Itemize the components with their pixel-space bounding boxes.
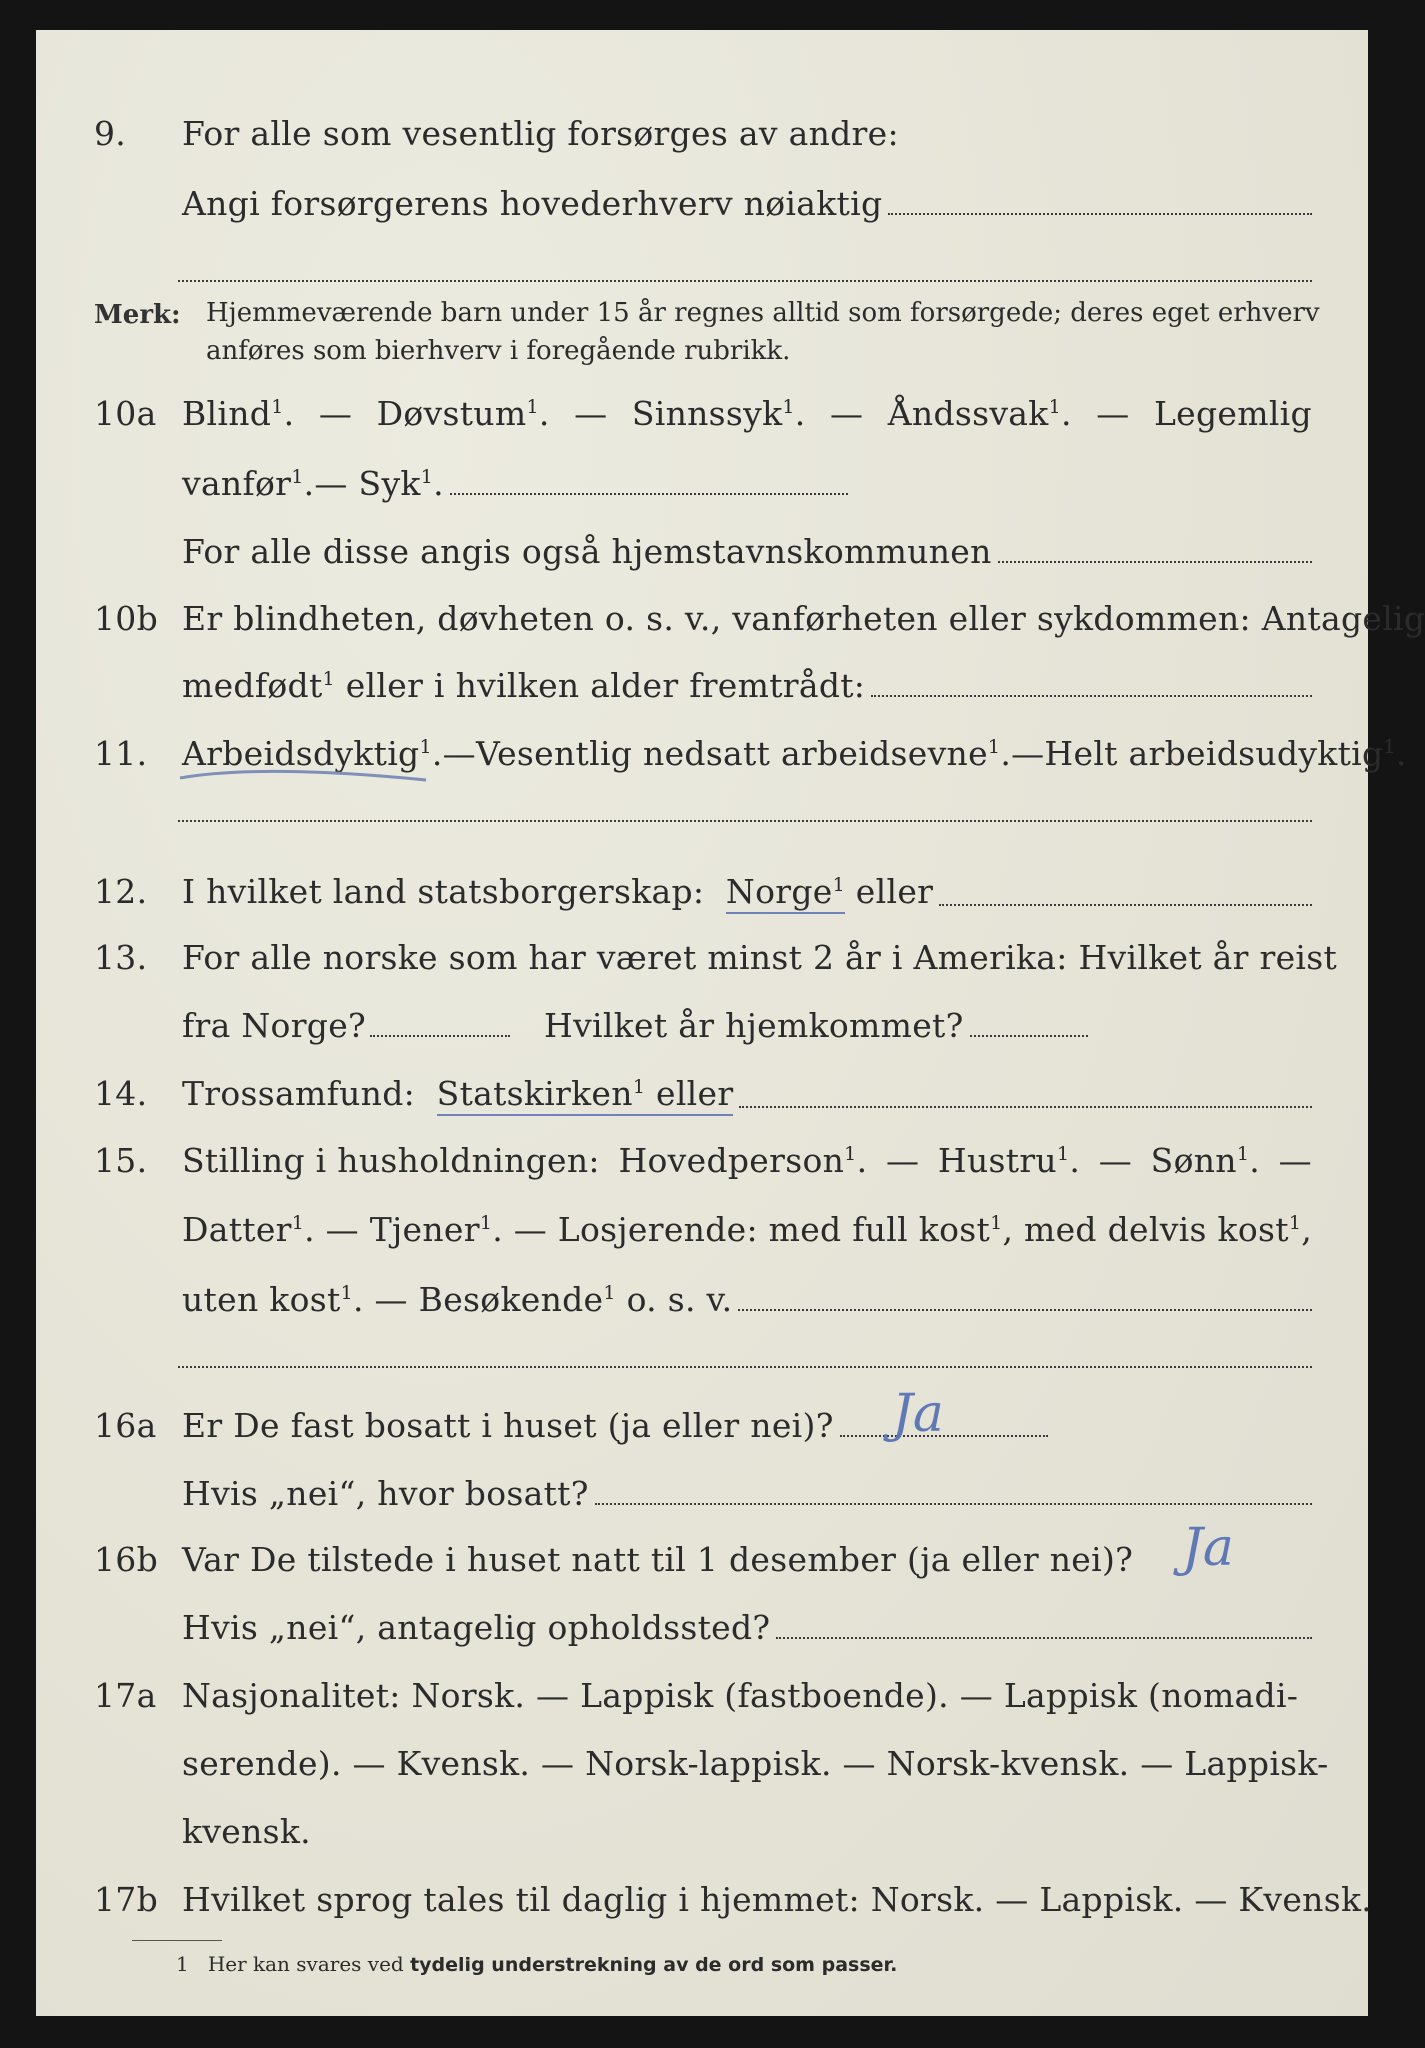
q14-number: 14.	[94, 1074, 148, 1113]
q9-answer-field[interactable]	[888, 212, 1312, 215]
option-blind: Blind$^1$.	[182, 394, 295, 433]
q14-answer-field[interactable]	[739, 1105, 1312, 1108]
q17a-text-line2: serende). — Kvensk. — Norsk-lappisk. — Norsk-kvensk. — Lappisk-	[182, 1744, 1329, 1783]
q16b-line2	[36, 1594, 1368, 1662]
option-tjener: Tjener$^1$.	[369, 1210, 504, 1249]
q15-line2: Datter$^1$. — Tjener$^1$. — Losjerende: med full kost$^1$, med delvis kost$^1$,	[182, 1210, 1312, 1249]
q17b-line1	[36, 1866, 1373, 1934]
q13-line2	[36, 992, 1368, 1060]
option-statskirken-underlined: Statskirken$^1$ eller	[437, 1074, 734, 1116]
q10b-line1	[36, 585, 1425, 653]
merk-note-line1: Hjemmeværende barn under 15 år regnes alltid som forsørgede; deres eget erhverv	[206, 298, 1320, 328]
footnote: 1 Her kan svares ved tydelig understrekning av de ord som passer.	[176, 1952, 898, 1976]
q11-answer-rule[interactable]	[178, 820, 1312, 822]
option-andssvak: Åndssvak$^1$.	[887, 394, 1072, 433]
q17a-line1	[36, 1662, 1368, 1730]
option-datter: Datter$^1$.	[182, 1210, 315, 1249]
q16a-handwritten-answer: Ja	[892, 1384, 944, 1444]
hjemstavn-answer-field[interactable]	[998, 560, 1312, 563]
q16b-number: 16b	[94, 1540, 159, 1579]
q17a-text-line1: Nasjonalitet: Norsk. — Lappisk (fastboende). — Lappisk (nomadi-	[182, 1676, 1299, 1715]
q14-prompt: Trossamfund:	[182, 1074, 416, 1113]
q15-line3: uten kost$^1$. — Besøkende$^1$ o. s. v.	[36, 1266, 1368, 1334]
q10b-line2	[36, 652, 1368, 720]
option-full-kost: med full kost$^1$,	[768, 1210, 1014, 1249]
q17a-number: 17a	[94, 1676, 157, 1715]
q10b-prompt: medfødt$^1$ eller i hvilken alder fremtrådt:	[182, 666, 866, 705]
q16a-prompt: Er De fast bosatt i huset (ja eller nei)?	[182, 1406, 834, 1445]
q12-answer-field[interactable]	[939, 903, 1312, 906]
option-nedsatt: Vesentlig nedsatt arbeidsevne$^1$.	[475, 734, 1012, 773]
q10a-line2: vanfør$^1$. — Syk$^1$.	[36, 450, 1368, 518]
q15-answer-field[interactable]	[738, 1308, 1312, 1311]
q10a-hjemstavn-prompt: For alle disse angis også hjemstavnskommunen	[182, 532, 992, 571]
q16a-number: 16a	[94, 1406, 157, 1445]
q13-text: For alle norske som har været minst 2 år i Amerika: Hvilket år reist	[182, 938, 1338, 977]
q12-number: 12.	[94, 872, 148, 911]
q16a-followup-field[interactable]	[595, 1502, 1312, 1505]
option-arbeidsdyktig: Arbeidsdyktig$^1$.	[182, 734, 443, 773]
option-sonn: Sønn$^1$.	[1150, 1141, 1261, 1180]
merk-note-line2: anføres som bierhverv i foregående rubrikk.	[206, 336, 791, 366]
q16b-followup-prompt: Hvis „nei“, antagelig opholdssted?	[182, 1608, 771, 1647]
q15-line1: 15. Stilling i husholdningen: Hovedperson$^1$. — Hustru$^1$. — Sønn$^1$. —	[94, 1141, 1312, 1180]
option-arbeidsudyktig: Helt arbeidsudyktig$^1$.	[1044, 734, 1407, 773]
q17b-number: 17b	[94, 1880, 159, 1919]
q12-line1	[36, 858, 1368, 926]
option-hustru: Hustru$^1$.	[937, 1141, 1081, 1180]
q12-prompt: I hvilket land statsborgerskap:	[182, 872, 705, 911]
q9-line1	[36, 100, 1368, 168]
q17a-line2	[36, 1730, 1368, 1798]
q10b-text: Er blindheten, døvheten o. s. v., vanførheten eller sykdommen: Antagelig	[182, 599, 1425, 638]
q16b-prompt: Var De tilstede i huset natt til 1 desember (ja eller nei)?	[182, 1540, 1134, 1579]
q16a-line1	[36, 1392, 1368, 1460]
q13-line1	[36, 924, 1368, 992]
option-syk: Syk$^1$.	[358, 464, 444, 503]
merk-label: Merk:	[94, 300, 181, 330]
q16a-line2	[36, 1460, 1368, 1528]
census-form-page	[36, 30, 1425, 2016]
q16b-line1	[36, 1526, 1368, 1594]
q13-hjemkommet-prompt: Hvilket år hjemkommet?	[544, 1006, 964, 1045]
q15-number: 15.	[94, 1141, 148, 1180]
q9-text: For alle som vesentlig forsørges av andre:	[182, 114, 899, 153]
q10a-line3	[36, 518, 1368, 586]
q17a-line3	[36, 1798, 1368, 1866]
q10b-answer-field[interactable]	[871, 694, 1312, 697]
option-delvis-kost: med delvis kost$^1$,	[1023, 1210, 1312, 1249]
footnote-divider	[132, 1940, 222, 1941]
q13-reist-prompt: fra Norge?	[182, 1006, 367, 1045]
q9-line2	[36, 170, 1368, 238]
q10a-number: 10a	[94, 394, 157, 433]
q9-prompt: Angi forsørgerens hovederhverv nøiaktig	[182, 184, 883, 223]
option-dovstum: Døvstum$^1$.	[376, 394, 550, 433]
q17b-text: Hvilket sprog tales til daglig i hjemmet: Norsk. — Lappisk. — Kvensk.	[182, 1880, 1373, 1919]
reist-year-field[interactable]	[370, 1035, 510, 1037]
q9-number: 9.	[94, 114, 127, 153]
q11-line1: 11. Arbeidsdyktig$^1$. — Vesentlig nedsatt arbeidsevne$^1$. — Helt arbeidsudyktig$^1$.	[94, 734, 1407, 773]
q10a-line1: 10a Blind$^1$. — Døvstum$^1$. — Sinnssyk$^1$. — Åndssvak$^1$. — Legemlig	[94, 394, 1312, 433]
q10a-answer-field[interactable]	[450, 492, 848, 495]
q16a-followup-prompt: Hvis „nei“, hvor bosatt?	[182, 1474, 589, 1513]
q17a-text-line3: kvensk.	[182, 1812, 311, 1851]
q15-answer-rule[interactable]	[178, 1366, 1312, 1368]
option-uten-kost: uten kost$^1$.	[182, 1280, 364, 1319]
option-norge-underlined: Norge$^1$	[726, 872, 845, 914]
q9-answer-rule[interactable]	[178, 280, 1312, 282]
option-vanfor: vanfør$^1$.	[182, 464, 315, 503]
q16b-handwritten-answer: Ja	[1182, 1518, 1234, 1578]
q15-prompt: Stilling i husholdningen:	[182, 1141, 600, 1180]
option-losjerende: Losjerende:	[557, 1210, 758, 1249]
handwritten-underline-mark	[176, 762, 436, 792]
q14-line1	[36, 1060, 1368, 1128]
q10b-number: 10b	[94, 599, 159, 638]
hjemkommet-year-field[interactable]	[970, 1034, 1088, 1037]
option-hovedperson: Hovedperson$^1$.	[618, 1141, 868, 1180]
q13-number: 13.	[94, 938, 148, 977]
option-legemlig: Legemlig	[1153, 394, 1312, 433]
q16b-followup-field[interactable]	[776, 1636, 1312, 1639]
q12-eller: eller	[855, 872, 934, 911]
option-sinnssyk: Sinnssyk$^1$.	[631, 394, 806, 433]
option-besokende: Besøkende$^1$	[418, 1280, 616, 1319]
q11-number: 11.	[94, 734, 148, 773]
q15-osv: o. s. v.	[626, 1280, 733, 1319]
